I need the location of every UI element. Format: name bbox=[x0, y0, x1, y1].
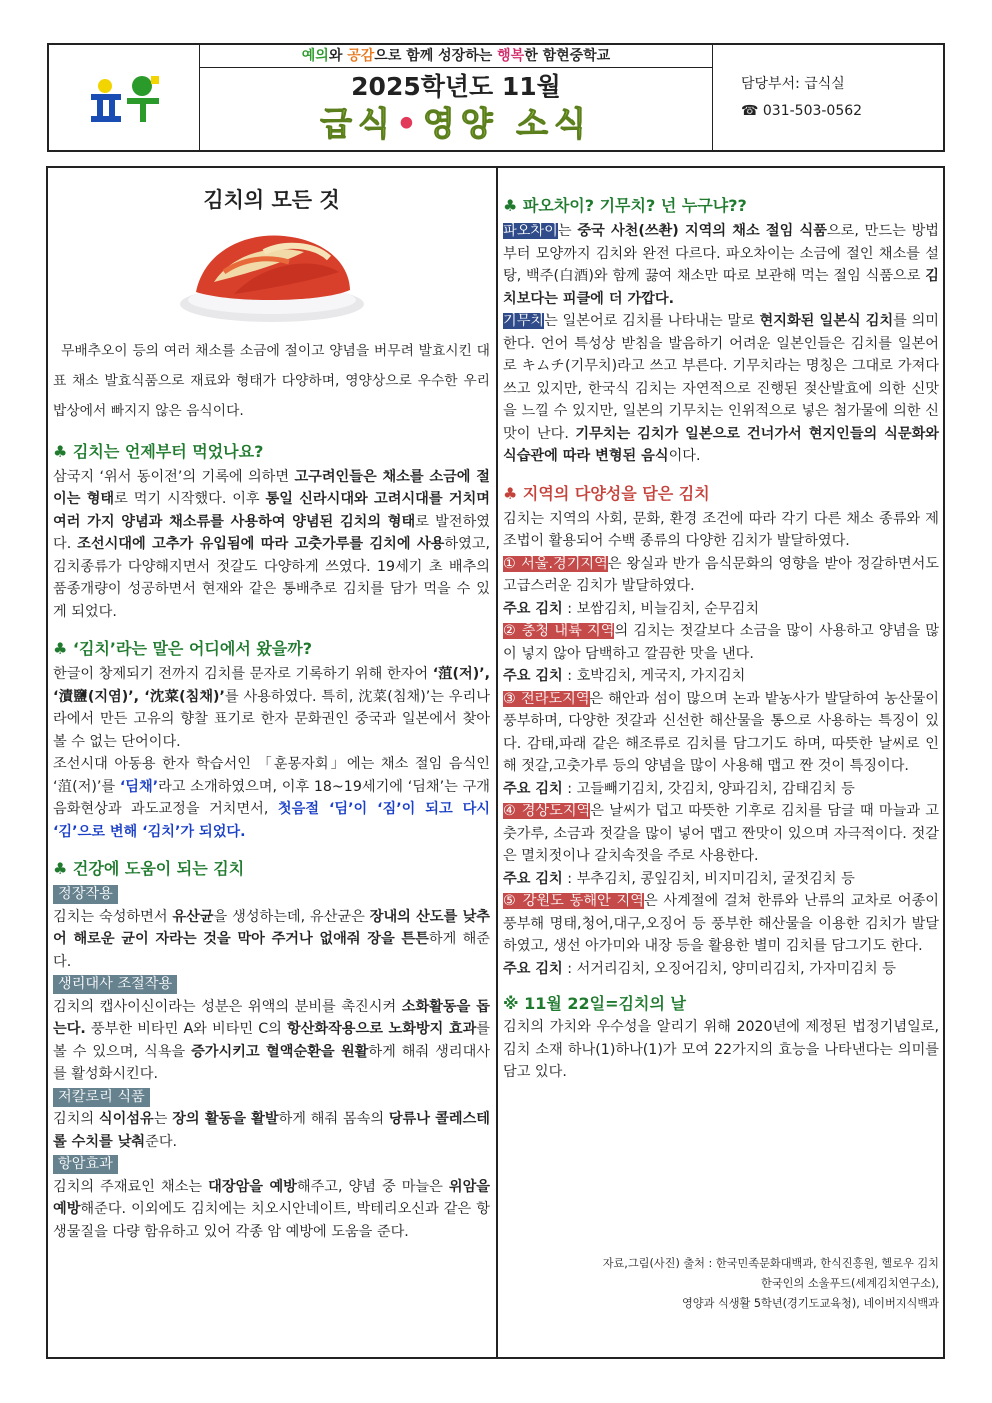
text-run-bold: 기무치는 김치가 일본으로 건너가서 현지인들의 식문화와 식습관에 따라 변형된 음식 bbox=[503, 425, 939, 464]
text-run: 김치의 bbox=[53, 1111, 99, 1127]
header-center bbox=[200, 45, 713, 150]
section-heading-history bbox=[53, 440, 490, 464]
heading-text: ‘김치’라는 말은 어디에서 왔을까? bbox=[72, 639, 312, 658]
region-2-main bbox=[503, 665, 939, 688]
banner-word-1: 급식 bbox=[320, 104, 396, 143]
newsletter-body bbox=[46, 166, 945, 1359]
text-run: 은 날씨가 덥고 따뜻한 기후로 김치를 담글 때 마늘과 고춧가루, 소금과 젓갈을 많이 넣어 맵고 짠맛이 있으며 자극적이다. 젓갈은 멸치젓이나 갈치속젓을 주로 사용한다. bbox=[503, 803, 939, 864]
text-run: 라고 소개하였으며, 이후 18~19세기에 ‘딤채’는 구개음화현상과 과도교정을 거치면서, bbox=[53, 778, 491, 817]
motto-word-2: 공감 bbox=[347, 48, 375, 64]
text-run: 을 생성하는데, 유산균은 bbox=[213, 908, 370, 925]
contact-info bbox=[713, 45, 943, 150]
text-run-bold: 유산균 bbox=[172, 908, 214, 925]
club-icon: ♣ bbox=[53, 859, 68, 878]
motto-text-1: 와 bbox=[328, 48, 348, 64]
text-run: 하게 해줘 몸속의 bbox=[278, 1111, 389, 1127]
text-run-bold: 소화활동을 돕는다. bbox=[53, 998, 490, 1037]
tag-low-calorie: 저칼로리 식품 bbox=[53, 1088, 150, 1107]
text-run-blue: 첫음절 ‘딤’이 ‘짐’이 되고 다시 ‘김’으로 변해 ‘김치’가 되었다. bbox=[53, 801, 490, 840]
text-run-bold: 장내의 산도를 낮추어 해로운 균이 자라는 것을 막아 주거나 없애줘 장을 튼튼 bbox=[53, 908, 490, 947]
heading-text: 건강에 도움이 되는 김치 bbox=[72, 859, 245, 878]
text-run: 는 bbox=[153, 1111, 173, 1127]
kimchi-photo bbox=[174, 222, 370, 326]
motto-word-3: 행복 bbox=[497, 48, 525, 64]
main-kimchi-label: 주요 김치 bbox=[503, 668, 563, 684]
heading-text: 김치는 언제부터 먹었나요? bbox=[72, 441, 264, 461]
region-5 bbox=[503, 890, 939, 958]
text-run-bold: 위암을 예방 bbox=[53, 1178, 490, 1217]
text-run: 은 사계절에 걸쳐 한류와 난류의 교차로 어종이 풍부해 명태,청어,대구,오징어 등 풍부한 해산물을 이용한 김치가 발달하였고, 생선 아가미와 내장 등을 활용한 별미 김치를 담그기도 한다. bbox=[503, 893, 939, 954]
tag-metabolism: 생리대사 조절작용 bbox=[53, 975, 177, 994]
text-run: 의 김치는 젓갈보다 소금을 많이 사용하고 양념을 많이 넣지 않아 담백하고 깔끔한 맛을 낸다. bbox=[503, 623, 939, 662]
health-paragraph-1 bbox=[53, 906, 490, 974]
main-kimchi-label: 주요 김치 bbox=[503, 870, 563, 887]
text-run-bold: 식이섬유 bbox=[98, 1111, 154, 1127]
phone-number: ☎ 031-503-0562 bbox=[741, 102, 863, 119]
right-column bbox=[503, 168, 939, 1314]
origin-paragraph-2 bbox=[53, 753, 490, 843]
text-run: 를 의미한다. 언어 특성상 받침을 발음하기 어려운 일본인들은 김치를 일본어로 キムチ(기무치)라고 쓰고 부른다. 기무치라는 명칭은 그대로 가져다 쓰고 있지만, 한국식 김치는 자연적으로 진행된 젖산발효에 의한 신맛을 느낄 수 있지만, 일본의 기무치는 인위적으로 넣은 첨가물에 의한 신맛이 난다. bbox=[503, 313, 939, 442]
source-line: 자료,그림(사진) 출처 : 한국민족문화대백과, 한식진흥원, 헬로우 김치 bbox=[602, 1256, 939, 1270]
school-motto bbox=[200, 45, 712, 68]
text-run: 조선시대 아동용 한자 학습서인 「훈몽자회」에는 채소 절임 음식인 ‘菹(저)’를 bbox=[53, 756, 490, 795]
left-column bbox=[53, 168, 490, 1243]
heading-text: 파오차이? 기무치? 넌 누구냐?? bbox=[522, 196, 747, 215]
section-heading-paocai bbox=[503, 194, 939, 218]
text-run: 은 해안과 섬이 많으며 논과 밭농사가 발달하여 농산물이 풍부하며, 다양한 젓갈과 신선한 해산물을 통으로 사용하는 특징이 있다. 감태,파래 같은 해조류로 김치를 담그기도 하며, 따뜻한 날씨로 인해 젓갈,고춧가루 등의 양념을 많이 사용해 맵고 짠 것이 특징이다. bbox=[503, 690, 939, 774]
club-icon: ♣ bbox=[53, 639, 68, 658]
section-heading-origin bbox=[53, 637, 490, 661]
text-run: 은 왕실과 반가 음식문화의 영향을 받아 정갈하면서도 고급스러운 김치가 발달하였다. bbox=[503, 555, 939, 594]
heading-text: 지역의 다양성을 담은 김치 bbox=[522, 483, 710, 503]
motto-word-1: 예의 bbox=[301, 48, 329, 64]
kimuchi-paragraph bbox=[503, 310, 939, 468]
text-run: 김치의 캡사이신이라는 성분은 위액의 분비를 촉진시켜 bbox=[53, 998, 402, 1015]
text-run: 는 bbox=[557, 223, 578, 239]
text-run: 를 볼 수 있으며, 식욕을 bbox=[53, 1021, 490, 1060]
banner-word-2: 영양 소식 bbox=[422, 104, 592, 143]
text-run: 삼국지 ‘위서 동이전’의 기록에 의하면 bbox=[53, 468, 295, 485]
text-run-bold: 현지화된 일본식 김치 bbox=[759, 313, 894, 329]
health-paragraph-2 bbox=[53, 996, 490, 1086]
banner-dot: • bbox=[395, 104, 423, 143]
text-run-bold: ‘菹(저)’, ‘漬鹽(지염)’, ‘沈菜(침채)’ bbox=[53, 666, 490, 705]
main-kimchi-label: 주요 김치 bbox=[503, 600, 563, 617]
article-title: 김치의 모든 것 bbox=[203, 188, 340, 212]
text-run: 하게 해준다. bbox=[53, 931, 490, 970]
text-run-bold: 장의 활동을 활발 bbox=[172, 1111, 279, 1127]
text-run: : 호박김치, 게국지, 가지김치 bbox=[562, 668, 746, 684]
origin-paragraph-1 bbox=[53, 663, 490, 753]
source-line: 한국인의 소울푸드(세계김치연구소), bbox=[761, 1276, 939, 1290]
main-kimchi-label: 주요 김치 bbox=[503, 780, 563, 797]
text-run-bold: 중국 사천(쓰촨) 지역의 채소 절임 식품 bbox=[577, 223, 827, 239]
motto-text-3: 한 함현중학교 bbox=[524, 48, 611, 64]
text-run: : 보쌈김치, 비늘김치, 순무김치 bbox=[562, 600, 760, 617]
issue-date: 2025학년도 11월 bbox=[351, 72, 561, 101]
text-run: : 부추김치, 콩잎김치, 비지미김치, 굴젓김치 등 bbox=[562, 870, 855, 887]
motto-text-2: 으로 함께 성장하는 bbox=[374, 48, 498, 64]
text-run: 이다. bbox=[668, 448, 701, 464]
tag-intestinal: 정장작용 bbox=[53, 885, 118, 904]
department: 담당부서: 급식실 bbox=[741, 75, 845, 92]
text-run: 하게 해줘 생리대사를 활성화시킨다. bbox=[53, 1043, 490, 1082]
region-3-main bbox=[503, 778, 939, 801]
source-credits bbox=[503, 1254, 939, 1314]
text-run-bold: 당류나 콜레스테롤 수치를 낮춰 bbox=[53, 1111, 490, 1150]
region-4 bbox=[503, 800, 939, 868]
text-run: 준다. bbox=[145, 1133, 178, 1150]
region-label: ① 서울.경기지역 bbox=[503, 555, 608, 572]
club-icon: ♣ bbox=[53, 441, 68, 461]
region-4-main bbox=[503, 868, 939, 891]
school-logo bbox=[49, 45, 200, 150]
section-heading-regions bbox=[503, 482, 939, 506]
region-1 bbox=[503, 553, 939, 598]
text-run: 해주고, 양념 중 마늘은 bbox=[296, 1178, 449, 1195]
text-run-bold: 김치보다는 피클에 더 가깝다. bbox=[503, 268, 939, 307]
kimchi-day-text: 김치의 가치와 우수성을 알리기 위해 2020년에 제정된 법정기념일로, 김치 소재 하나(1)하나(1)가 모여 22가지의 효능을 나타낸다는 의미를 담고 있다. bbox=[503, 1019, 939, 1080]
club-icon: ♣ bbox=[503, 196, 518, 215]
text-run: 는 일본어로 김치를 나타내는 말로 bbox=[544, 313, 760, 329]
region-2 bbox=[503, 620, 939, 665]
text-run: 를 사용하였다. 특히, 沈菜(침채)’는 우리나라에서 만든 고유의 향찰 표기로 한자 문화권인 중국과 일본에서 찾아볼 수 없는 단어이다. bbox=[53, 688, 490, 750]
source-line: 영양과 식생활 5학년(경기도교육청), 네이버지식백과 bbox=[681, 1296, 939, 1310]
region-label: ② 충청 내륙 지역 bbox=[503, 623, 615, 639]
section-heading-health bbox=[53, 857, 490, 881]
text-run-bold: 조선시대에 고추가 유입됨에 따라 고춧가루를 김치에 사용 bbox=[77, 536, 445, 552]
kimchi-day-heading: ※ 11월 22일=김치의 날 bbox=[503, 994, 686, 1013]
text-run: 김치는 숙성하면서 bbox=[53, 908, 173, 925]
newsletter-banner bbox=[200, 102, 712, 146]
text-run: 로 발전하였다. bbox=[53, 513, 490, 552]
highlight-term: 파오차이 bbox=[503, 223, 558, 239]
text-run-bold: 대장암을 예방 bbox=[208, 1178, 297, 1195]
text-run: 해준다. 이외에도 김치에는 치오시안네이트, 박테리오신과 같은 항생물질을 다량 함유하고 있어 각종 암 예방에 도움을 준다. bbox=[53, 1201, 490, 1240]
text-run: : 서거리김치, 오징어김치, 양미리김치, 가자미김치 등 bbox=[562, 960, 896, 977]
text-run-bold: 항산화작용으로 노화방지 효과 bbox=[286, 1021, 477, 1037]
text-run-bold: 통일 신라시대와 고려시대를 거치며 여러 가지 양념과 채소류를 사용하여 양념된 김치의 형태 bbox=[53, 491, 490, 530]
health-paragraph-4 bbox=[53, 1176, 490, 1244]
newsletter-header bbox=[47, 43, 945, 152]
text-run: : 고들빼기김치, 갓김치, 양파김치, 감태김치 등 bbox=[562, 780, 855, 797]
main-kimchi-label: 주요 김치 bbox=[503, 960, 563, 977]
region-1-main bbox=[503, 598, 939, 621]
text-run: 한글이 창제되기 전까지 김치를 문자로 기록하기 위해 한자어 bbox=[53, 666, 433, 682]
intro-text: 무배추오이 등의 여러 채소를 소금에 절이고 양념을 버무려 발효시킨 대표 채소 발효식품으로 재료와 형태가 다양하며, 영양상으로 우수한 우리 밥상에서 빠지지 않은 음식이다. bbox=[53, 342, 490, 419]
region-label: ③ 전라도지역 bbox=[503, 690, 590, 707]
text-run: 풍부한 비타민 A와 비타민 C의 bbox=[85, 1021, 287, 1037]
highlight-term: 기무치 bbox=[503, 313, 545, 329]
history-paragraph bbox=[53, 466, 490, 624]
text-run: 로 먹기 시작했다. 이후 bbox=[114, 491, 266, 507]
column-divider bbox=[496, 168, 498, 1357]
text-run: 으로, 만드는 방법부터 모양까지 김치와 완전 다르다. 파오차이는 소금에 절인 채소를 설탕, 백주(白酒)와 함께 끓여 채소만 따로 보관해 먹는 절임 식품으로 bbox=[503, 223, 939, 284]
text-run-bold: 고구려인들은 채소를 소금에 절이는 형태 bbox=[53, 468, 490, 507]
text-run-blue: ‘딤채’ bbox=[119, 778, 159, 795]
region-label: ④ 경상도지역 bbox=[503, 803, 591, 819]
region-label: ⑤ 강원도 동해안 지역 bbox=[503, 893, 644, 909]
club-icon: ♣ bbox=[503, 483, 518, 503]
region-3 bbox=[503, 688, 939, 778]
text-run-bold: 증가시키고 혈액순환을 원활 bbox=[191, 1043, 369, 1060]
tag-anticancer: 항암효과 bbox=[53, 1155, 118, 1174]
text-run: 김치의 주재료인 채소는 bbox=[53, 1178, 209, 1195]
region-5-main bbox=[503, 958, 939, 981]
regions-intro: 김치는 지역의 사회, 문화, 환경 조건에 따라 각기 다른 채소 종류와 제조법이 활용되어 수백 종류의 다양한 김치가 발달하였다. bbox=[503, 510, 939, 549]
paocai-paragraph bbox=[503, 220, 939, 310]
school-logo-icon bbox=[85, 72, 163, 124]
text-run: 하였고, 김치종류가 다양해지면서 젓갈도 다양하게 쓰였다. 19세기 초 배추의 품종개량이 성공하면서 현재와 같은 통배추로 김치를 담가 먹을 수 있게 되었다. bbox=[53, 536, 490, 620]
health-paragraph-3 bbox=[53, 1108, 490, 1153]
